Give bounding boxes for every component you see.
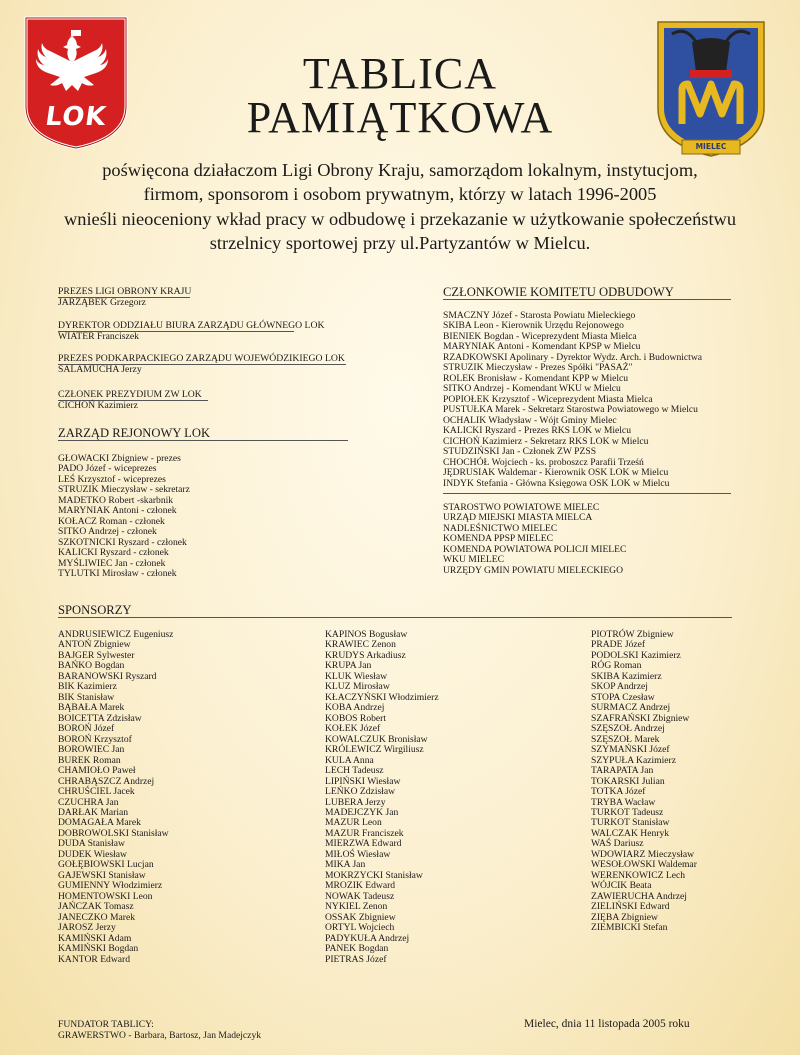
sponsor-name: PADYKUŁA Andrzej [325, 932, 410, 944]
sponsor-name: KOBA Andrzej [325, 702, 385, 714]
sponsor-name: SZYMAŃSKI Józef [591, 744, 670, 756]
institution-name: KOMENDA PPSP MIELEC [443, 533, 553, 545]
sponsor-name: WERENKOWICZ Lech [591, 869, 686, 881]
sponsor-name: PANEK Bogdan [325, 943, 389, 955]
sponsor-name: SZĘSZOŁ Andrzej [591, 723, 665, 735]
mielec-shield-icon [652, 12, 770, 160]
sponsor-name: SZAFRAŃSKI Zbigniew [591, 712, 690, 724]
founder-label: FUNDATOR TABLICY: [58, 1019, 154, 1030]
sponsor-name: PIOTRÓW Zbigniew [591, 629, 674, 640]
sponsor-name: LUBERA Jerzy [325, 796, 386, 808]
komitet-member: CICHOŃ Kazimierz - Sekretarz RKS LOK w Mielcu [443, 435, 649, 447]
sponsors-heading: SPONSORZY [58, 603, 732, 618]
zarzad-member: GŁOWACKI Zbigniew - prezes [58, 453, 181, 464]
zarzad-heading: ZARZĄD REJONOWY LOK [58, 426, 348, 441]
sponsor-name: DOMAGAŁA Marek [58, 817, 141, 829]
sponsor-name: BUREK Roman [58, 754, 121, 766]
sponsor-name: ZAWIERUCHA Andrzej [591, 890, 687, 902]
sponsor-name: RÓG Roman [591, 660, 642, 672]
zarzad-member-list [58, 454, 348, 580]
sponsor-name: KOWALCZUK Bronisław [325, 733, 428, 745]
sponsors-section [58, 603, 732, 618]
sponsor-name: PIETRAS Józef [325, 953, 387, 965]
sponsor-name: KRAWIEC Zenon [325, 639, 396, 651]
sponsor-name: KOBOS Robert [325, 712, 387, 724]
official-title: PREZES LIGI OBRONY KRAJU [58, 286, 192, 297]
page-title: TABLICA PAMIĄTKOWA [246, 49, 554, 142]
sponsor-name: TRYBA Wacław [591, 796, 656, 808]
zarzad-section [58, 426, 348, 580]
dedication-line: wnieśli nieoceniony wkład pracy w odbudowę i przekazanie w użytkowanie społeczeństwu [63, 208, 737, 229]
komitet-member: STRUZIK Mieczysław - Prezes Spółki "PASAŻ" [443, 362, 633, 374]
sponsor-name: BAJGER Sylwester [58, 649, 135, 661]
founder-block [58, 1019, 261, 1041]
komitet-member: SITKO Andrzej - Komendant WKU w Mielcu [443, 383, 621, 395]
sponsor-name: LIPIŃSKI Wiesław [325, 775, 401, 787]
dedication-text [10, 158, 790, 255]
official-entry [58, 390, 208, 412]
zarzad-member: STRUZIK Mieczysław - sekretarz [58, 484, 190, 496]
sponsor-name: OSSAK Zbigniew [325, 911, 396, 923]
sponsor-name: SZYPUŁA Kazimierz [591, 754, 676, 766]
lok-emblem [22, 14, 130, 150]
sponsor-name: ANDRUSIEWICZ Eugeniusz [58, 629, 174, 640]
founder-name: GRAWERSTWO - Barbara, Bartosz, Jan Madejczyk [58, 1030, 262, 1041]
official-name: CICHOŃ Kazimierz [58, 400, 138, 412]
sponsor-name: KAPINOS Bogusław [325, 629, 408, 640]
sponsor-name: BOROŃ Józef [58, 723, 115, 735]
official-title: CZŁONEK PREZYDIUM ZW LOK [58, 390, 208, 401]
sponsor-name: KRUPA Jan [325, 660, 372, 672]
sponsor-name: PRADE Józef [591, 639, 646, 651]
sponsor-name: GOŁĘBIOWSKI Lucjan [58, 859, 154, 871]
institution-name: KOMENDA POWIATOWA POLICJI MIELEC [443, 543, 627, 555]
sponsor-name: TURKOT Stanisław [591, 817, 670, 829]
sponsor-column-3 [591, 630, 697, 934]
sponsor-name: HOMENTOWSKI Leon [58, 890, 153, 902]
komitet-member: CHOCHÓŁ Wojciech - ks. proboszcz Parafii Trześń [443, 456, 644, 468]
sponsor-name: BIK Kazimierz [58, 681, 117, 693]
sponsor-name: DOBROWOLSKI Stanisław [58, 827, 169, 839]
komitet-member: POPIOŁEK Krzysztof - Wiceprezydent Miasta Mielca [443, 393, 653, 405]
sponsor-name: KOŁEK Józef [325, 723, 381, 735]
institution-name: WKU MIELEC [443, 554, 505, 566]
sponsor-name: JAROSZ Jerzy [58, 922, 116, 934]
official-title: PREZES PODKARPACKIEGO ZARZĄDU WOJEWÓDZIKIEGO LOK [58, 353, 345, 364]
komitet-member: INDYK Stefania - Główna Księgowa OSK LOK w Mielcu [443, 477, 670, 489]
sponsor-name: TURKOT Tadeusz [591, 806, 664, 818]
sponsor-name: JAŃCZAK Tomasz [58, 901, 134, 913]
sponsor-name: KAMIŃSKI Bogdan [58, 943, 139, 955]
place-and-date: Mielec, dnia 11 listopada 2005 roku [524, 1018, 690, 1030]
komitet-heading: CZŁONKOWIE KOMITETU ODBUDOWY [443, 285, 731, 300]
dedication-line: strzelnicy sportowej przy ul.Partyzantów w Mielcu. [209, 232, 591, 253]
official-title: DYREKTOR ODDZIAŁU BIURA ZARZĄDU GŁÓWNEGO LOK [58, 320, 325, 331]
komitet-member: KALICKI Ryszard - Prezes RKS LOK w Mielcu [443, 425, 631, 437]
institution-list [443, 503, 731, 576]
sponsor-name: DUDA Stanisław [58, 838, 125, 850]
sponsor-name: GUMIENNY Włodzimierz [58, 880, 163, 892]
sponsor-name: DUDEK Wiesław [58, 848, 127, 860]
sponsor-name: ZIELIŃSKI Edward [591, 901, 670, 913]
sponsor-name: TOKARSKI Julian [591, 775, 665, 787]
komitet-member: MARYNIAK Antoni - Komendant KPSP w Mielcu [443, 341, 641, 353]
sponsor-name: WDOWIARZ Mieczysław [591, 848, 695, 860]
komitet-member: JĘDRUSIAK Waldemar - Kierownik OSK LOK w Mielcu [443, 467, 669, 479]
sponsor-column-2 [325, 630, 439, 965]
komitet-member: RZADKOWSKI Apolinary - Dyrektor Wydz. Arch. i Budownictwa [443, 351, 703, 363]
sponsor-name: BIK Stanisław [58, 691, 115, 703]
sponsor-name: CZUCHRA Jan [58, 796, 119, 808]
zarzad-member: LEŚ Krzysztof - wiceprezes [58, 473, 166, 485]
sponsor-name: NOWAK Tadeusz [325, 890, 395, 902]
dedication-line: poświęcona działaczom Ligi Obrony Kraju, samorządom lokalnym, instytucjom, [102, 160, 698, 180]
zarzad-member: KALICKI Ryszard - członek [58, 547, 169, 559]
official-name: JARZĄBEK Grzegorz [58, 297, 146, 309]
sponsor-name: KANTOR Edward [58, 953, 131, 965]
sponsor-name: BAŃKO Bogdan [58, 660, 125, 672]
official-entry [58, 354, 346, 376]
zarzad-member: KOŁACZ Roman - członek [58, 515, 165, 527]
sponsor-name: WÓJCIK Beata [591, 880, 652, 892]
institution-name: URZĄD MIEJSKI MIASTA MIELCA [443, 512, 593, 524]
official-name: WIATER Franciszek [58, 331, 139, 343]
sponsor-name: MROZIK Edward [325, 880, 396, 892]
sponsor-name: TARAPATA Jan [591, 765, 654, 777]
official-name: SALAMUCHA Jerzy [58, 364, 142, 376]
sponsor-name: ORTYL Wojciech [325, 922, 395, 934]
komitet-member: SKIBA Leon - Kierownik Urzędu Rejonowego [443, 320, 624, 332]
sponsor-name: KŁACZYŃSKI Włodzimierz [325, 691, 439, 703]
official-entry [58, 320, 325, 343]
zarzad-member: SITKO Andrzej - członek [58, 526, 157, 538]
zarzad-member: MYŚLIWIEC Jan - członek [58, 557, 166, 569]
sponsor-name: MIŁOŚ Wiesław [325, 848, 391, 860]
sponsor-name: SKOP Andrzej [591, 681, 648, 693]
sponsor-name: ZIEMBICKI Stefan [591, 922, 668, 934]
komitet-member: STUDZIŃSKI Jan - Członek ZW PZSS [443, 446, 597, 458]
sponsor-name: KRUDYS Arkadiusz [325, 649, 406, 661]
komitet-member: OCHALIK Władysław - Wójt Gminy Mielec [443, 414, 617, 426]
sponsor-name: MOKRZYCKI Stanisław [325, 869, 423, 881]
sponsor-name: CHRABĄSZCZ Andrzej [58, 775, 155, 787]
sponsor-name: CHRUŚCIEL Jacek [58, 786, 135, 798]
sponsor-name: BĄBAŁA Marek [58, 702, 125, 714]
komitet-member: SMACZNY Józef - Starosta Powiatu Mieleckiego [443, 310, 636, 321]
sponsor-name: BOICETTA Zdzisław [58, 712, 142, 724]
sponsor-name: MIKA Jan [325, 859, 366, 871]
sponsor-name: SZĘSZOŁ Marek [591, 733, 660, 745]
sponsor-name: BOROŃ Krzysztof [58, 733, 132, 745]
zarzad-member: MADETKO Robert -skarbnik [58, 494, 174, 506]
sponsor-name: ZIĘBA Zbigniew [591, 911, 658, 923]
institution-name: URZĘDY GMIN POWIATU MIELECKIEGO [443, 564, 624, 576]
zarzad-member: PADO Józef - wiceprezes [58, 463, 157, 475]
komitet-member: ROLEK Bronisław - Komendant KPP w Mielcu [443, 372, 629, 384]
sponsor-name: KLUK Wiesław [325, 670, 388, 682]
komitet-member-list [443, 311, 731, 494]
sponsor-name: PODOLSKI Kazimierz [591, 649, 681, 661]
zarzad-member: SZKOTNICKI Ryszard - członek [58, 536, 187, 548]
zarzad-member: TYLUTKI Mirosław - członek [58, 568, 177, 580]
official-entry [58, 287, 190, 309]
sponsor-name: KAMIŃSKI Adam [58, 932, 132, 944]
sponsor-name: GAJEWSKI Stanisław [58, 869, 146, 881]
sponsor-name: TOTKA Józef [591, 786, 646, 798]
mielec-coat-of-arms [652, 12, 770, 160]
dedication-line: firmom, sponsorom i osobom prywatnym, którzy w latach 1996-2005 [143, 184, 657, 205]
sponsor-name: BARANOWSKI Ryszard [58, 670, 157, 682]
sponsor-name: WAŚ Dariusz [591, 838, 644, 850]
sponsor-name: NYKIEL Zenon [325, 901, 388, 913]
zarzad-member: MARYNIAK Antoni - członek [58, 505, 177, 517]
sponsor-name: WALCZAK Henryk [591, 827, 670, 839]
sponsor-name: MADEJCZYK Jan [325, 806, 399, 818]
sponsor-name: MIERZWA Edward [325, 838, 402, 850]
sponsor-column-1 [58, 630, 173, 965]
sponsor-name: KRÓLEWICZ Wirgiliusz [325, 744, 424, 756]
sponsor-name: MAZUR Franciszek [325, 827, 404, 839]
sponsor-name: JANECZKO Marek [58, 911, 136, 923]
sponsor-name: WESOŁOWSKI Waldemar [591, 859, 697, 871]
mielec-ribbon-text: MIELEC [695, 142, 727, 151]
sponsor-name: LEŃKO Zdzisław [325, 786, 396, 798]
lok-emblem-text: LOK [43, 102, 109, 132]
sponsor-name: SKIBA Kazimierz [591, 670, 662, 682]
sponsor-name: CHAMIOŁO Paweł [58, 765, 136, 777]
sponsor-name: KLUZ Mirosław [325, 681, 390, 693]
sponsor-name: LECH Tadeusz [325, 765, 384, 777]
komitet-member: BIENIEK Bogdan - Wiceprezydent Miasta Mielca [443, 330, 637, 342]
sponsor-name: SURMACZ Andrzej [591, 702, 671, 714]
sponsor-name: STOPA Czesław [591, 691, 655, 703]
institution-name: NADLEŚNICTWO MIELEC [443, 522, 558, 534]
sponsor-name: MAZUR Leon [325, 817, 382, 829]
sponsor-name: BOROWIEC Jan [58, 744, 125, 756]
sponsor-name: ANTOŃ Zbigniew [58, 639, 131, 651]
komitet-member: PUSTUŁKA Marek - Sekretarz Starostwa Powiatowego w Mielcu [443, 404, 698, 416]
institution-name: STAROSTWO POWIATOWE MIELEC [443, 501, 600, 513]
sponsor-name: DARŁAK Marian [58, 806, 129, 818]
komitet-section [443, 285, 731, 576]
sponsor-name: KULA Anna [325, 754, 374, 766]
